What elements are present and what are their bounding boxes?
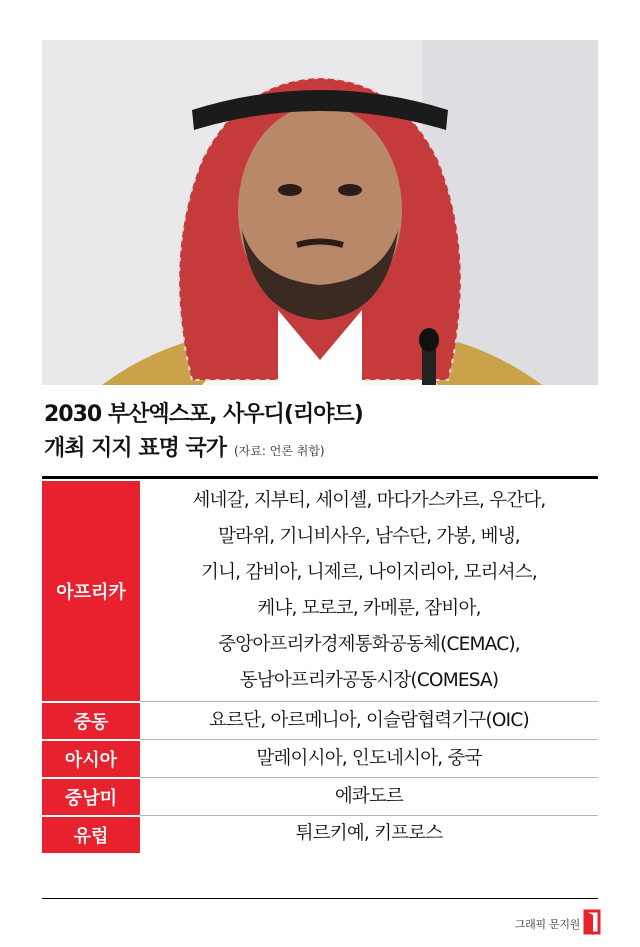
country-line: 기니, 감비아, 니제르, 나이지리아, 모리셔스, <box>201 562 537 583</box>
region-label: 아시아 <box>42 740 140 778</box>
region-label: 유럽 <box>42 816 140 853</box>
top-rule <box>42 476 598 479</box>
region-label: 중남미 <box>42 778 140 816</box>
title-line-2-text: 개최 지지 표명 국가 <box>44 436 226 461</box>
publisher-logo-icon <box>583 909 601 935</box>
region-label: 중동 <box>42 702 140 740</box>
country-line: 요르단, 아르메니아, 이슬람협력기구(OIC) <box>209 709 529 731</box>
country-list <box>140 481 598 702</box>
bottom-rule <box>42 898 598 899</box>
country-line: 중앙아프리카경제통화공동체(CEMAC), <box>218 634 520 655</box>
table-row <box>42 740 598 778</box>
portrait-photo <box>42 40 598 385</box>
table-row <box>42 778 598 816</box>
country-line: 케냐, 모로코, 카메룬, 잠비아, <box>257 598 481 619</box>
graphic-credit: 그래픽 문지원 <box>514 918 580 931</box>
region-label: 아프리카 <box>42 481 140 702</box>
table-row <box>42 481 598 702</box>
country-line: 말라위, 기니비사우, 남수단, 가봉, 베냉, <box>218 526 520 547</box>
title-line-2 <box>44 432 604 468</box>
country-line: 동남아프리카공동시장(COMESA) <box>239 670 499 691</box>
title-line-1: 2030 부산엑스포, 사우디(리야드) <box>44 402 363 427</box>
source-note: (자료: 언론 취합) <box>234 444 325 458</box>
infographic-title <box>44 398 604 468</box>
country-list <box>140 778 598 816</box>
table-row <box>42 816 598 853</box>
country-list <box>140 702 598 740</box>
country-list <box>140 816 598 853</box>
country-list <box>140 740 598 778</box>
countries-table <box>42 481 598 853</box>
country-line: 튀르키예, 키프로스 <box>295 823 443 845</box>
table-row <box>42 702 598 740</box>
country-line: 세네갈, 지부티, 세이셸, 마다가스카르, 우간다, <box>192 490 546 511</box>
country-line: 에콰도르 <box>334 785 404 807</box>
country-line: 말레이시아, 인도네시아, 중국 <box>256 747 482 769</box>
